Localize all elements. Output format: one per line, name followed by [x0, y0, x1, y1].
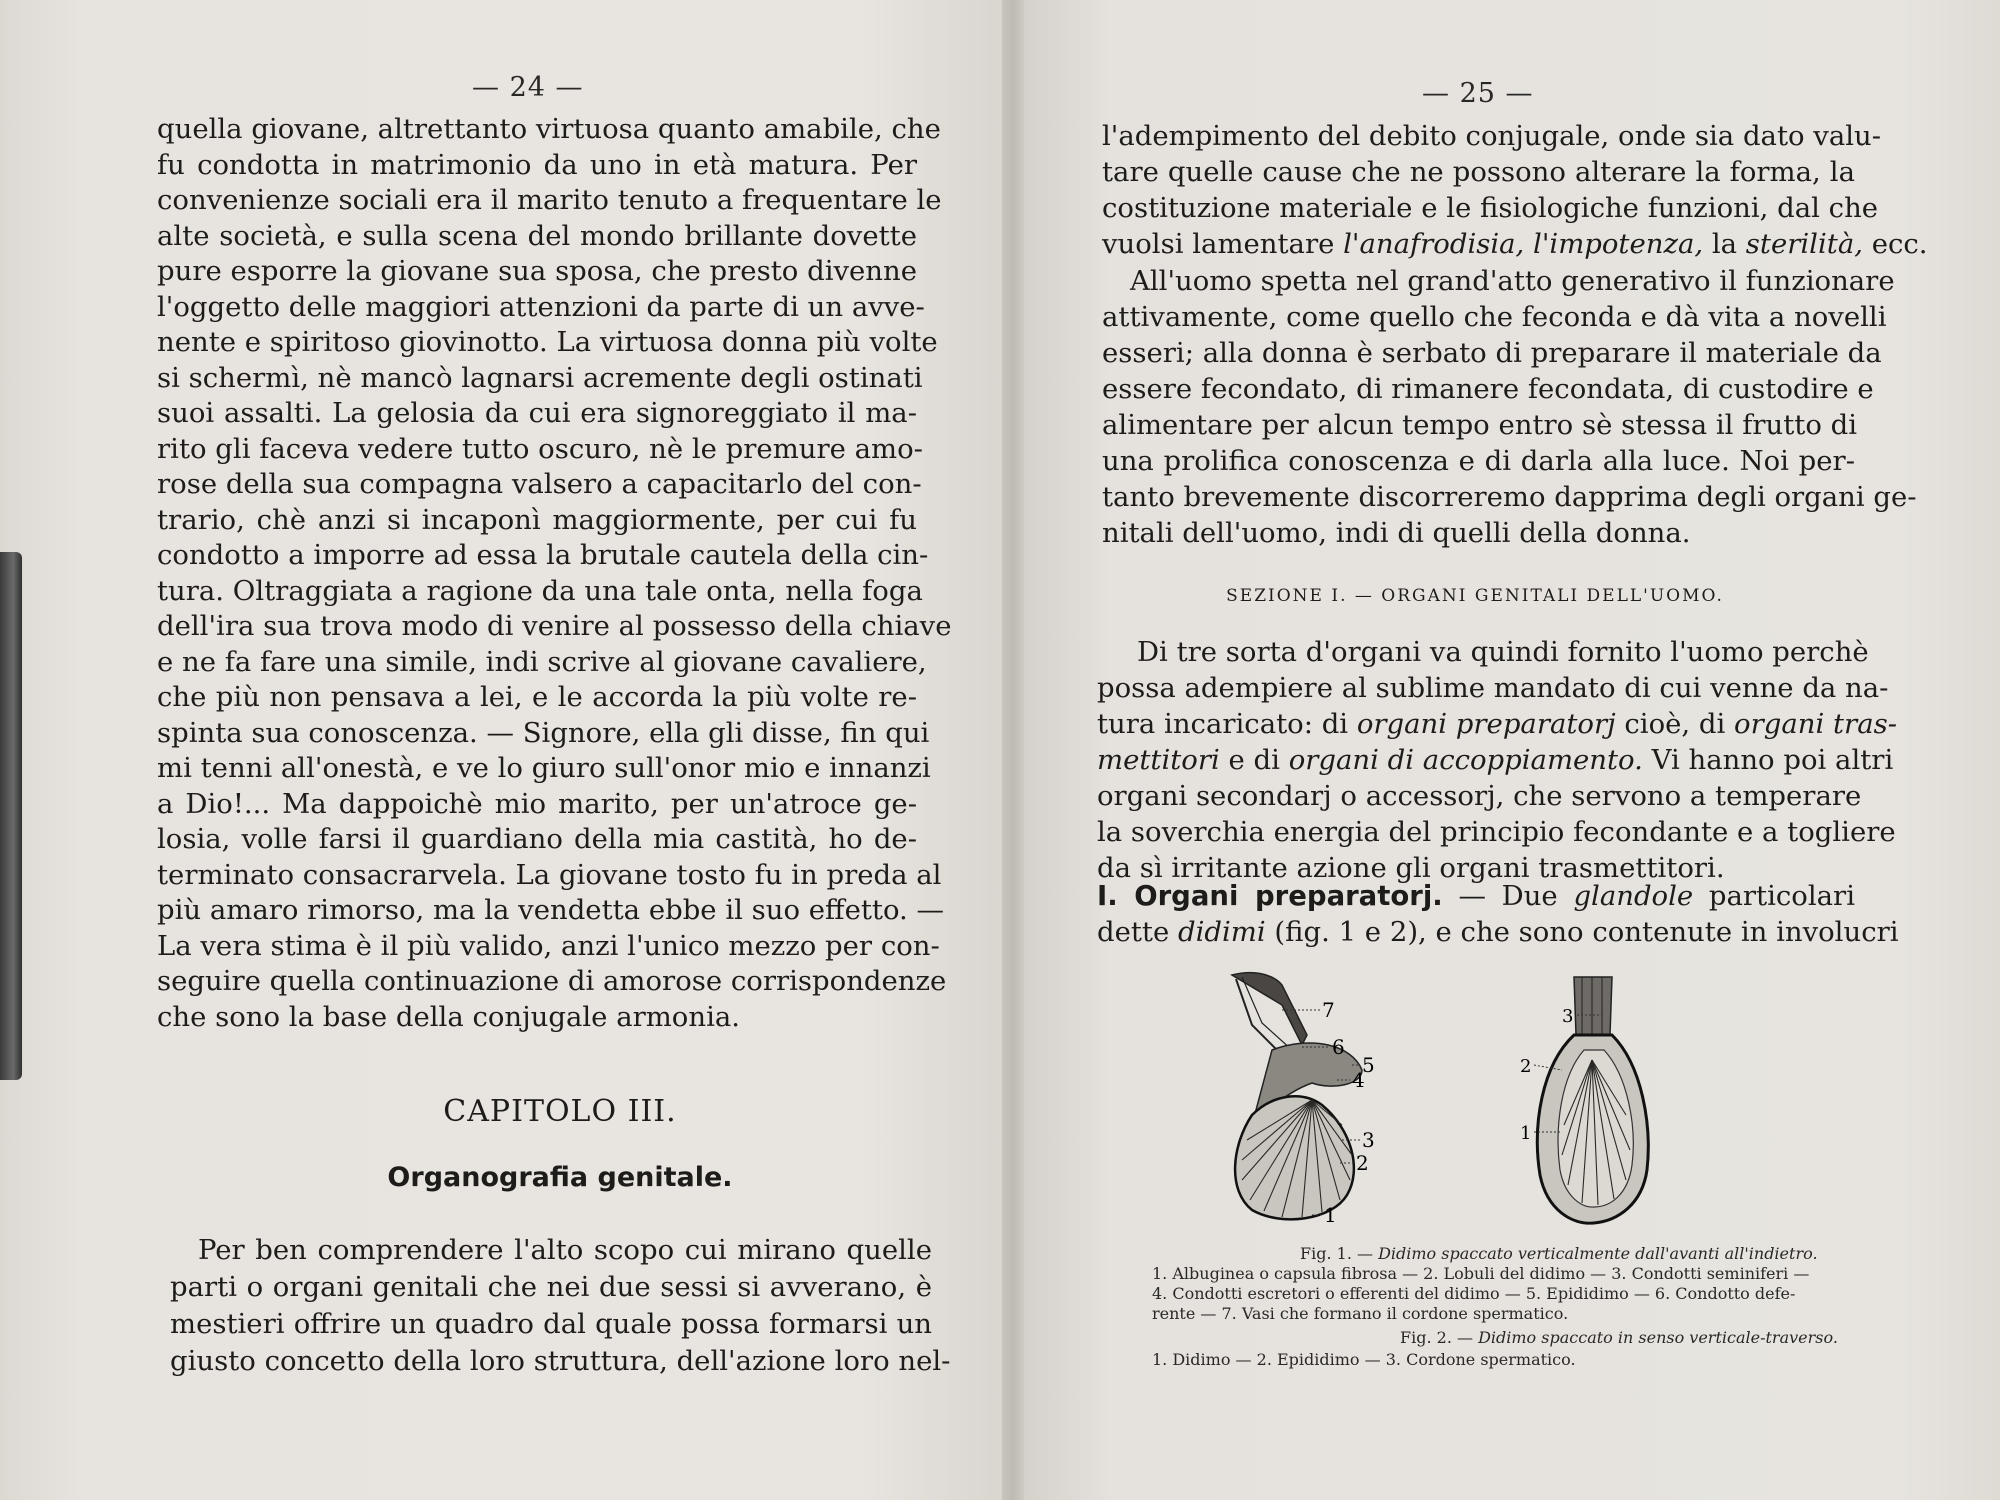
text-line: tura. Oltraggiata a ragione da una tale onta, nella foga: [157, 574, 923, 607]
right-paragraph-3: [1097, 634, 1897, 886]
text-line: esseri; alla donna è serbato di preparare il materiale da: [1102, 337, 1882, 369]
page-number-right: — 25 —: [1422, 78, 1534, 109]
text-line: rose della sua compagna valsero a capacitarlo del con-: [157, 468, 922, 500]
text-line: che sono la base della conjugale armonia.: [157, 1000, 741, 1033]
text-line: tanto brevemente discorreremo dapprima degli organi ge-: [1102, 481, 1917, 513]
fig1-caption-line: rente — 7. Vasi che formano il cordone spermatico.: [1152, 1304, 1569, 1323]
text-line: La vera stima è il più valido, anzi l'unico mezzo per con-: [157, 929, 940, 962]
text-line: l'adempimento del debito conjugale, onde sia dato valu-: [1102, 120, 1882, 152]
text-line: che più non pensava a lei, e le accorda la più volte re-: [157, 681, 917, 713]
text-line: organi secondarj o accessorj, che servono a temperare: [1097, 780, 1862, 812]
fig2-label: 1: [1520, 1123, 1532, 1144]
text-line: vuolsi lamentare l'anafrodisia, l'impotenza, la sterilità, ecc.: [1102, 228, 1928, 260]
text-line: da sì irritante azione gli organi trasmettitori.: [1097, 852, 1725, 884]
left-paragraph-1: [157, 112, 952, 1035]
fig1-label: 4: [1352, 1068, 1365, 1092]
text-line: parti o organi genitali che nei due sessi si avverano, è: [170, 1271, 932, 1303]
fig1-label: 2: [1356, 1151, 1369, 1175]
text-line: suoi assalti. La gelosia da cui era signoreggiato il ma-: [157, 397, 917, 429]
text-line: alte società, e sulla scena del mondo brillante dovette: [157, 219, 917, 252]
text-line: dell'ira sua trova modo di venire al possesso della chiave: [157, 610, 952, 642]
text-line: attivamente, come quello che feconda e dà vita a novelli: [1102, 301, 1887, 333]
right-paragraph-4: [1097, 878, 1899, 950]
text-line: nente e spiritoso giovinotto. La virtuosa donna più volte: [157, 326, 938, 358]
text-line: spinta sua conoscenza. — Signore, ella gli disse, fin qui: [157, 716, 930, 749]
text-line: Di tre sorta d'organi va quindi fornito l'uomo perchè: [1137, 636, 1869, 668]
text-line: convenienze sociali era il marito tenuto a frequentare le: [157, 184, 942, 216]
right-paragraph-2: [1102, 263, 1917, 551]
text-line: mettitori e di organi di accoppiamento. Vi hanno poi altri: [1097, 744, 1894, 776]
text-line: tura incaricato: di organi preparatorj cioè, di organi tras-: [1097, 708, 1897, 740]
text-line: nitali dell'uomo, indi di quelli della donna.: [1102, 517, 1691, 549]
text-line: a Dio!... Ma dappoichè mio marito, per un'atroce ge-: [157, 787, 917, 820]
text-line: rito gli faceva vedere tutto oscuro, nè le premure amo-: [157, 432, 923, 465]
text-line: I. Organi preparatorj. — Due glandole particolari: [1097, 880, 1855, 912]
text-line: Per ben comprendere l'alto scopo cui mirano quelle: [198, 1234, 932, 1266]
fig1-caption-line: 1. Albuginea o capsula fibrosa — 2. Lobuli del didimo — 3. Condotti seminiferi —: [1152, 1264, 1810, 1283]
text-line: la soverchia energia del principio fecondante e a togliere: [1097, 816, 1896, 848]
figure-caption: [1152, 1244, 1842, 1370]
fig2-label: 3: [1562, 1006, 1574, 1027]
left-paragraph-2: [170, 1232, 951, 1380]
text-line: tare quelle cause che ne possono alterare la forma, la: [1102, 156, 1855, 188]
text-line: costituzione materiale e le fisiologiche funzioni, dal che: [1102, 192, 1879, 224]
fig1-caption-title: Fig. 1. — Didimo spaccato verticalmente dall'avanti all'indietro.: [1300, 1244, 1818, 1263]
text-line: mestieri offrire un quadro dal quale possa formarsi un: [170, 1308, 932, 1340]
text-line: l'oggetto delle maggiori attenzioni da parte di un avve-: [157, 290, 925, 323]
right-page: [1012, 0, 2000, 1500]
text-line: All'uomo spetta nel grand'atto generativo il funzionare: [1130, 265, 1895, 297]
text-line: terminato consacrarvela. La giovane tosto fu in preda al: [157, 858, 942, 891]
text-line: condotto a imporre ad essa la brutale cautela della cin-: [157, 539, 929, 571]
fig1-caption-line: 4. Condotti escretori o efferenti del didimo — 5. Epididimo — 6. Condotto defe-: [1152, 1284, 1796, 1303]
book-gutter: [1002, 0, 1024, 1500]
text-line: pure esporre la giovane sua sposa, che presto divenne: [157, 255, 917, 287]
figure-2-illustration: [1534, 977, 1648, 1223]
fig1-label: 7: [1322, 998, 1335, 1022]
text-line: losia, volle farsi il guardiano della mia castità, ho de-: [157, 823, 917, 855]
chapter-title: CAPITOLO III.: [443, 1094, 677, 1129]
page-number-left: — 24 —: [472, 72, 584, 103]
fig2-caption-line: 1. Didimo — 2. Epididimo — 3. Cordone spermatico.: [1152, 1350, 1576, 1369]
chapter-subtitle: Organografia genitale.: [387, 1162, 733, 1193]
right-paragraph-1: [1102, 118, 1928, 262]
text-line: fu condotta in matrimonio da uno in età matura. Per: [157, 148, 917, 181]
text-line: quella giovane, altrettanto virtuosa quanto amabile, che: [157, 113, 941, 145]
text-line: seguire quella continuazione di amorose corrispondenze: [157, 965, 947, 997]
text-line: più amaro rimorso, ma la vendetta ebbe il suo effetto. —: [157, 894, 945, 926]
fig1-label: 5: [1362, 1053, 1375, 1077]
text-line: alimentare per alcun tempo entro sè stessa il frutto di: [1102, 409, 1858, 441]
fig1-label: 1: [1324, 1203, 1337, 1227]
text-line: e ne fa fare una simile, indi scrive al giovane cavaliere,: [157, 645, 927, 678]
text-line: essere fecondato, di rimanere fecondata, di custodire e: [1102, 373, 1874, 405]
anatomical-figure: [1212, 965, 1832, 1235]
fig1-label: 6: [1332, 1035, 1345, 1059]
section-title: SEZIONE I. — ORGANI GENITALI DELL'UOMO.: [1226, 586, 1724, 606]
fig2-caption-title: Fig. 2. — Didimo spaccato in senso verticale-traverso.: [1400, 1328, 1838, 1347]
text-line: dette didimi (fig. 1 e 2), e che sono contenute in involucri: [1097, 916, 1899, 948]
text-line: mi tenni all'onestà, e ve lo giuro sull'onor mio e innanzi: [157, 752, 931, 784]
binder-clip: [0, 552, 22, 1080]
figure-1-illustration: [1232, 973, 1362, 1220]
text-line: trario, chè anzi si incaponì maggiormente, per cui fu: [157, 503, 917, 536]
fig2-label: 2: [1520, 1056, 1532, 1077]
fig1-label: 3: [1362, 1128, 1375, 1152]
text-line: possa adempiere al sublime mandato di cui venne da na-: [1097, 672, 1889, 704]
text-line: si schermì, nè mancò lagnarsi acremente degli ostinati: [157, 361, 923, 394]
text-line: una prolifica conoscenza e di darla alla luce. Noi per-: [1102, 445, 1855, 477]
text-line: giusto concetto della loro struttura, dell'azione loro nel-: [170, 1345, 951, 1377]
